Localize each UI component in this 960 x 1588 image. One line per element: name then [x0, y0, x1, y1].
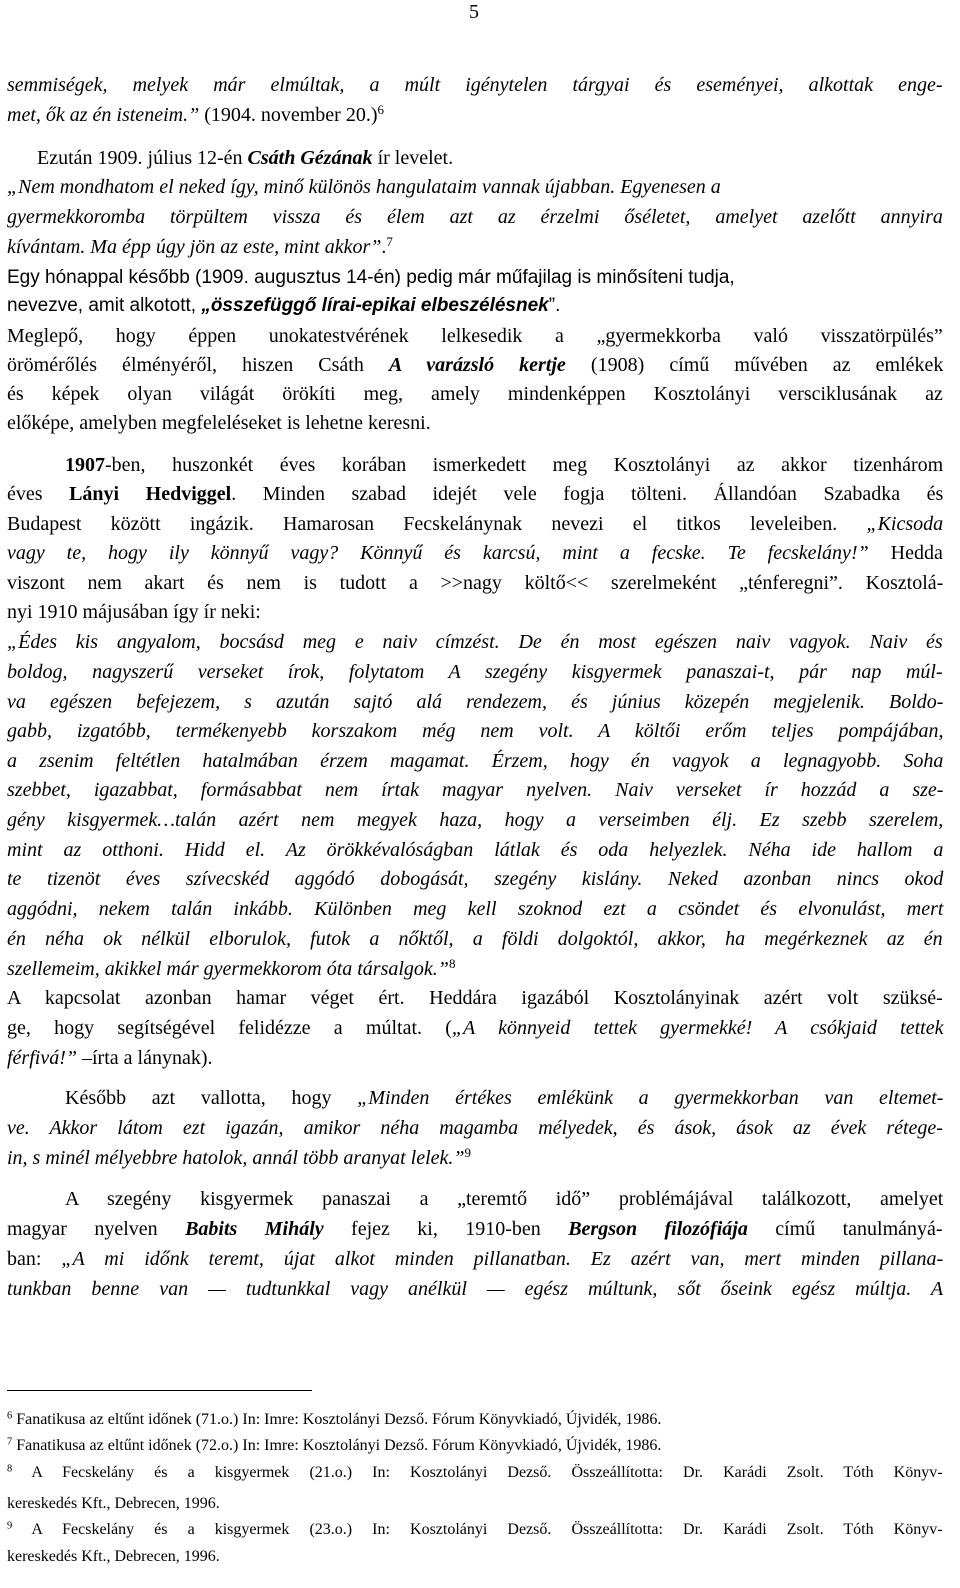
text-line	[7, 718, 943, 744]
text-line	[7, 956, 455, 982]
text-line	[7, 204, 943, 230]
footnote-line	[7, 1547, 220, 1567]
footnote-ref: 6	[7, 1410, 13, 1422]
text-run: éves	[7, 483, 70, 505]
text-run: Meglepő, hogy éppen unokatestvérének lelkesedik a „gyermekkorba való visszatörpülés”	[7, 325, 943, 347]
text-line	[7, 777, 943, 803]
text-run: mint az otthoni. Hidd el. Az örökkévalóságban látlak és oda helyezlek. Néha ide hallom a	[7, 839, 944, 861]
text-run: A szegény kisgyermek panaszai a „teremtő idő” problémájával találkozott, amelyet	[65, 1188, 944, 1210]
text-line	[7, 748, 943, 774]
text-run: Fanatikusa az eltűnt időnek (72.o.) In: Imre: Kosztolányi Dezső. Fórum Könyvkiadó, Újvidék, 1986.	[12, 1437, 662, 1454]
text-line	[7, 896, 943, 922]
text-run: és képek olyan világát örökíti meg, amely mindenképpen Kosztolányi versciklusának az	[7, 383, 943, 405]
text-run: ír levelet.	[372, 147, 454, 169]
text-run: férfivá!”	[7, 1047, 77, 1069]
text-line	[7, 1115, 943, 1141]
text-line	[7, 352, 943, 378]
text-line	[7, 381, 943, 407]
text-run: nyi 1910 májusában így ír neki:	[7, 601, 261, 623]
text-run: Később azt vallotta, hogy	[65, 1087, 358, 1109]
footnote-separator	[7, 1390, 312, 1391]
footnote-line	[7, 1436, 661, 1456]
text-run: vagy te, hogy ily könnyű vagy? Könnyű és karcsú, mint a fecske. Te fecskelány!”	[7, 542, 869, 564]
text-run: én néha ok nélkül elborulok, futok a nőktől, a földi dolgoktól, akkor, ha megérkeznek az én	[7, 928, 943, 950]
text-run: kereskedés Kft., Debrecen, 1996.	[7, 1548, 220, 1565]
footnote-ref: 6	[377, 101, 384, 117]
text-run: viszont nem akart és nem is tudott a >>nagy költő<< szerelmeként „ténferegni”. Kosztolá-	[7, 572, 944, 594]
text-line	[7, 293, 560, 319]
text-run: gény kisgyermek…talán azért nem megyek haza, hogy a verseimben élj. Ez szebb szerelem,	[7, 809, 944, 831]
text-run: kívántam. Ma épp úgy jön az este, mint akkor”	[7, 236, 382, 258]
text-line	[7, 570, 943, 596]
text-line	[7, 1085, 943, 1111]
text-line	[7, 323, 943, 349]
text-line	[7, 410, 431, 436]
text-run: A varázsló kertje	[388, 354, 566, 376]
text-run: Csáth Gézának	[247, 147, 373, 169]
text-line	[7, 866, 943, 892]
text-run: „Minden értékes emlékünk a gyermekkorban van eltemet-	[357, 1087, 944, 1109]
footnote-ref: 8	[7, 1463, 13, 1475]
text-line	[7, 1045, 213, 1071]
text-run: előképe, amelyben megfeleléseket is lehetne keresni.	[7, 412, 431, 434]
text-run: . Minden szabad idejét vele fogja tölteni. Állandóan Szabadka és	[231, 483, 944, 505]
footnote-line	[7, 1494, 220, 1514]
text-run: semmiségek, melyek már elmúltak, a múlt igénytelen tárgyai és eseményei, alkottak enge-	[7, 74, 943, 96]
text-line	[7, 926, 943, 952]
text-run: A Fecskelány és a kisgyermek (23.o.) In: Kosztolányi Dezső. Összeállította: Dr. Karádi Zsolt. Tóth Könyv-	[12, 1521, 943, 1538]
footnote-ref: 7	[7, 1436, 13, 1448]
text-run: ”.	[548, 295, 561, 316]
text-run: A kapcsolat azonban hamar véget ért. Heddára igazából Kosztolányinak azért volt szüksé-	[7, 987, 943, 1009]
text-run: boldog, nagyszerű verseket írok, folytatom A szegény kisgyermek panaszai-t, pár nap múl-	[7, 661, 943, 683]
text-run: magyar nyelven	[7, 1218, 186, 1240]
text-run: „Édes kis angyalom, bocsásd meg e naiv címzést. De én most egészen naiv vagyok. Naiv és	[7, 631, 943, 653]
text-run: Egy hónappal később (1909. augusztus 14-én) pedig már műfajilag is minősíteni tudja,	[7, 267, 735, 288]
text-line	[7, 985, 943, 1011]
text-run: Ezután 1909. július 12-én	[37, 147, 248, 169]
text-line	[7, 452, 943, 478]
text-run: ve. Akkor látom ezt igazán, amikor néha magamba mélyedek, és ások, ások az évek rétege-	[7, 1117, 943, 1139]
text-run: „A mi időnk teremt, újat alkot minden pillanatban. Ez azért van, mert minden pillana-	[61, 1248, 944, 1270]
text-run: Fanatikusa az eltűnt időnek (71.o.) In: Imre: Kosztolányi Dezső. Fórum Könyvkiadó, Újvidék, 1986.	[12, 1411, 662, 1428]
page-number: 5	[469, 1, 479, 23]
text-run: .	[381, 236, 387, 258]
text-line	[7, 145, 453, 171]
text-run: gyermekkoromba törpültem vissza és élem azt az érzelmi őséletet, amelyet azelőtt annyira	[7, 206, 943, 228]
text-line	[7, 102, 384, 128]
text-run: tunkban benne van — tudtunkkal vagy anélkül — egész múltunk, sőt őseink egész múltja. A	[7, 1278, 944, 1300]
text-run: nevezve, amit alkotott,	[7, 295, 202, 316]
text-run: ban:	[7, 1248, 62, 1270]
text-line	[7, 511, 943, 537]
text-line	[7, 807, 943, 833]
text-run: -ben, huszonkét éves korában ismerkedett meg Kosztolányi az akkor tizenhárom	[105, 454, 944, 476]
text-line	[7, 837, 943, 863]
text-run: Bergson filozófiája	[568, 1218, 748, 1240]
text-run: –írta a lánynak).	[77, 1047, 213, 1069]
footnote-ref: 9	[7, 1520, 13, 1532]
text-line	[7, 659, 943, 685]
text-run: „Kicsoda	[866, 513, 944, 535]
text-line	[7, 265, 735, 291]
text-line	[7, 599, 261, 625]
footnote-line	[7, 1520, 943, 1540]
text-line	[7, 481, 943, 507]
text-run: „Nem mondhatom el neked így, minő különös hangulataim vannak újabban. Egyenesen a	[7, 176, 721, 198]
text-line	[7, 1015, 943, 1041]
text-line	[7, 1145, 471, 1171]
text-run: „A könnyeid tettek gyermekké! A csókjaid tettek	[451, 1017, 944, 1039]
text-run: Hedda	[868, 542, 943, 564]
text-run: örömérőlés élményéről, hiszen Csáth	[7, 354, 389, 376]
text-run: szellemeim, akikkel már gyermekkorom óta társalgok.”	[7, 958, 449, 980]
text-line	[7, 234, 393, 260]
text-line	[7, 1276, 943, 1302]
text-run: in, s minél mélyebbre hatolok, annál több aranyat lelek.”	[7, 1147, 465, 1169]
text-line	[7, 72, 943, 98]
text-line	[7, 1186, 943, 1212]
text-run: 1907	[65, 454, 105, 476]
text-line	[7, 689, 943, 715]
text-run: kereskedés Kft., Debrecen, 1996.	[7, 1495, 220, 1512]
text-run: gabb, izgatóbb, termékenyebb korszakom még nem volt. A költői erőm teljes pompájában,	[7, 720, 944, 742]
text-run: Budapest között ingázik. Hamarosan Fecskelánynak nevezi el titkos leveleiben.	[7, 513, 867, 535]
text-run: a zsenim feltétlen hatalmában érzem magamat. Érzem, hogy én vagyok a legnagyobb. Soha	[7, 750, 944, 772]
text-run: „összefüggő lírai-epikai elbeszélésnek	[201, 295, 549, 316]
text-line	[7, 174, 721, 200]
footnote-ref: 7	[386, 233, 393, 249]
footnote-line	[7, 1410, 661, 1430]
footnote-ref: 9	[464, 1144, 472, 1160]
text-run: Babits Mihály	[185, 1218, 324, 1240]
text-run: met, ők az én isteneim.”	[7, 104, 200, 126]
text-line	[7, 1246, 943, 1272]
text-line	[7, 540, 943, 566]
text-run: szebbet, igazabbat, formásabbat nem írtak magyar nyelven. Naiv verseket ír hozzád a sze-	[7, 779, 944, 801]
text-run: ge, hogy segítségével felidézze a múltat. (	[7, 1017, 452, 1039]
footnote-ref: 8	[448, 955, 456, 971]
text-run: va egészen befejezem, s azután sajtó alá rendezem, és június közepén megjelenik. Boldo-	[7, 691, 944, 713]
text-line	[7, 629, 943, 655]
text-line	[7, 1216, 943, 1242]
text-run: (1904. november 20.)	[199, 104, 378, 126]
footnote-line	[7, 1463, 943, 1483]
text-run: fejez ki, 1910-ben	[323, 1218, 569, 1240]
text-run: aggódni, nekem talán inkább. Különben meg kell szoknod ezt a csöndet és elvonulást, mert	[7, 898, 944, 920]
text-run: te tizenöt éves szívecskéd aggódó dobogását, szegény kislány. Neked azonban nincs okod	[7, 868, 944, 890]
text-run: (1908) című művében az emlékek	[565, 354, 944, 376]
text-run: című tanulmányá-	[747, 1218, 943, 1240]
text-run: A Fecskelány és a kisgyermek (21.o.) In: Kosztolányi Dezső. Összeállította: Dr. Karádi Zsolt. Tóth Könyv-	[12, 1464, 943, 1481]
text-run: Lányi Hedviggel	[69, 483, 232, 505]
